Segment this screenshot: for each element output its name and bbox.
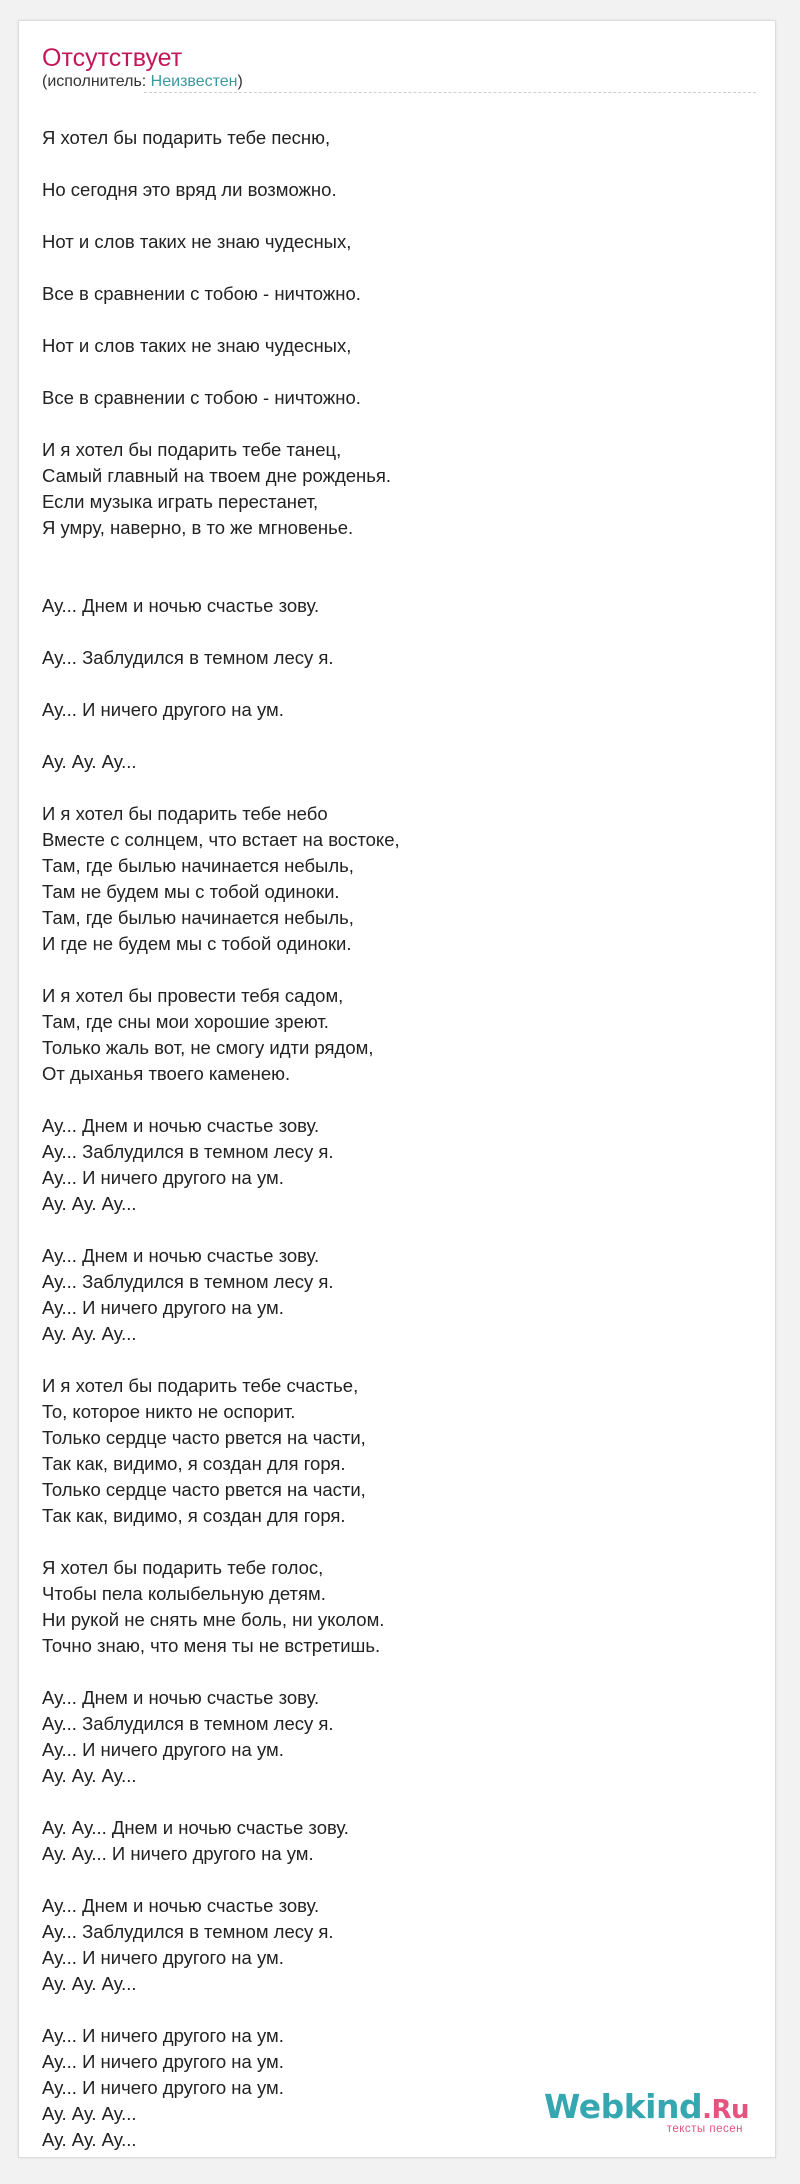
lyric-line: Ау... И ничего другого на ум.: [42, 699, 284, 720]
logo-wordmark: [543, 2087, 749, 2127]
artist-prefix: (исполнитель:: [42, 73, 151, 90]
lyric-line: Чтобы пела колыбельную детям.: [42, 1583, 326, 1604]
lyric-line: Ау... Заблудился в темном лесу я.: [42, 1921, 334, 1942]
site-logo[interactable]: [543, 2087, 749, 2135]
lyric-line: [42, 1529, 742, 1555]
lyric-line: Ау... Заблудился в темном лесу я.: [42, 1141, 334, 1162]
artist-suffix: ): [237, 73, 243, 90]
lyric-line: Самый главный на твоем дне рожденья.: [42, 465, 392, 486]
lyric-line: Ау... Днем и ночью счастье зову.: [42, 1115, 320, 1136]
lyric-line: [42, 1217, 742, 1243]
song-title: Отсутствует: [42, 44, 183, 72]
lyric-line: [42, 541, 742, 567]
lyric-line: Там не будем мы с тобой одиноки.: [42, 881, 340, 902]
lyric-line: И я хотел бы подарить тебе танец,: [42, 439, 342, 460]
lyric-line: Все в сравнении с тобою - ничтожно.: [42, 387, 361, 408]
lyric-line: От дыханья твоего каменею.: [42, 1063, 291, 1084]
lyric-line: [42, 1867, 742, 1893]
lyric-line: Ау... Днем и ночью счастье зову.: [42, 595, 320, 616]
lyric-line: Там, где сны мои хорошие зреют.: [42, 1011, 329, 1032]
lyric-line: И где не будем мы с тобой одиноки.: [42, 933, 352, 954]
lyric-line: [42, 671, 742, 697]
lyric-line: Нот и слов таких не знаю чудесных,: [42, 335, 352, 356]
lyric-line: Ау... Днем и ночью счастье зову.: [42, 1687, 320, 1708]
lyric-line: Ни рукой не снять мне боль, ни уколом.: [42, 1609, 385, 1630]
lyric-line: [42, 775, 742, 801]
lyric-line: Ау... И ничего другого на ум.: [42, 1167, 284, 1188]
lyric-line: Ау. Ау. Ау...: [42, 1973, 137, 1994]
lyric-line: Ау... Днем и ночью счастье зову.: [42, 1895, 320, 1916]
lyric-line: Там, где былью начинается небыль,: [42, 907, 354, 928]
lyric-line: Только жаль вот, не смогу идти рядом,: [42, 1037, 374, 1058]
lyric-line: Ау. Ау. Ау...: [42, 2103, 137, 2124]
lyric-line: Ау. Ау. Ау...: [42, 1323, 137, 1344]
lyric-line: И я хотел бы подарить тебе счастье,: [42, 1375, 359, 1396]
lyric-line: И я хотел бы провести тебя садом,: [42, 985, 344, 1006]
lyrics-card: [18, 20, 776, 2158]
lyric-line: Если музыка играть перестанет,: [42, 491, 319, 512]
lyric-line: Ау. Ау. Ау...: [42, 2129, 137, 2150]
lyric-line: Ау... Днем и ночью счастье зову.: [42, 1245, 320, 1266]
lyric-line: [42, 151, 742, 177]
lyric-line: [42, 411, 742, 437]
lyric-line: Там, где былью начинается небыль,: [42, 855, 354, 876]
lyric-line: Ау... Заблудился в темном лесу я.: [42, 1713, 334, 1734]
lyric-line: [42, 957, 742, 983]
lyric-line: Так как, видимо, я создан для горя.: [42, 1505, 346, 1526]
lyric-line: Я умру, наверно, в то же мгновенье.: [42, 517, 354, 538]
lyric-line: [42, 567, 742, 593]
logo-tagline: тексты песен: [666, 2123, 743, 2135]
lyric-line: Ау... И ничего другого на ум.: [42, 2051, 284, 2072]
lyric-line: [42, 359, 742, 385]
lyric-line: Ау. Ау. Ау...: [42, 751, 137, 772]
logo-main-text: Webkind: [543, 2087, 703, 2126]
lyric-line: [42, 1789, 742, 1815]
lyric-line: Ау... И ничего другого на ум.: [42, 1739, 284, 1760]
lyric-line: Ау... И ничего другого на ум.: [42, 1947, 284, 1968]
artist-link[interactable]: Неизвестен: [150, 73, 238, 90]
lyric-line: То, которое никто не оспорит.: [42, 1401, 296, 1422]
lyric-line: [42, 1659, 742, 1685]
logo-tld: .Ru: [702, 2095, 749, 2125]
lyric-line: Но сегодня это вряд ли возможно.: [42, 179, 337, 200]
lyric-line: [42, 1997, 742, 2023]
lyrics-text: [42, 125, 742, 2153]
lyric-line: [42, 619, 742, 645]
lyric-line: [42, 723, 742, 749]
title-divider: [144, 92, 756, 93]
artist-line: [42, 72, 243, 92]
lyric-line: Только сердце часто рвется на части,: [42, 1427, 366, 1448]
lyric-line: Ау... Заблудился в темном лесу я.: [42, 647, 334, 668]
lyric-line: Точно знаю, что меня ты не встретишь.: [42, 1635, 381, 1656]
lyric-line: Только сердце часто рвется на части,: [42, 1479, 366, 1500]
lyric-line: [42, 255, 742, 281]
lyric-line: Ау. Ау... Днем и ночью счастье зову.: [42, 1817, 349, 1838]
lyric-line: [42, 1087, 742, 1113]
lyric-line: Все в сравнении с тобою - ничтожно.: [42, 283, 361, 304]
lyric-line: Так как, видимо, я создан для горя.: [42, 1453, 346, 1474]
lyric-line: [42, 307, 742, 333]
lyric-line: Ау. Ау. Ау...: [42, 1193, 137, 1214]
lyric-line: Ау... И ничего другого на ум.: [42, 1297, 284, 1318]
lyric-line: [42, 1347, 742, 1373]
lyric-line: Ау... И ничего другого на ум.: [42, 2025, 284, 2046]
lyric-line: Вместе с солнцем, что встает на востоке,: [42, 829, 400, 850]
lyric-line: Ау. Ау... И ничего другого на ум.: [42, 1843, 314, 1864]
lyric-line: Я хотел бы подарить тебе голос,: [42, 1557, 324, 1578]
lyric-line: Ау. Ау. Ау...: [42, 1765, 137, 1786]
lyric-line: [42, 203, 742, 229]
lyric-line: Нот и слов таких не знаю чудесных,: [42, 231, 352, 252]
lyric-line: Я хотел бы подарить тебе песню,: [42, 127, 331, 148]
lyric-line: И я хотел бы подарить тебе небо: [42, 803, 328, 824]
lyric-line: Ау... Заблудился в темном лесу я.: [42, 1271, 334, 1292]
lyric-line: Ау... И ничего другого на ум.: [42, 2077, 284, 2098]
